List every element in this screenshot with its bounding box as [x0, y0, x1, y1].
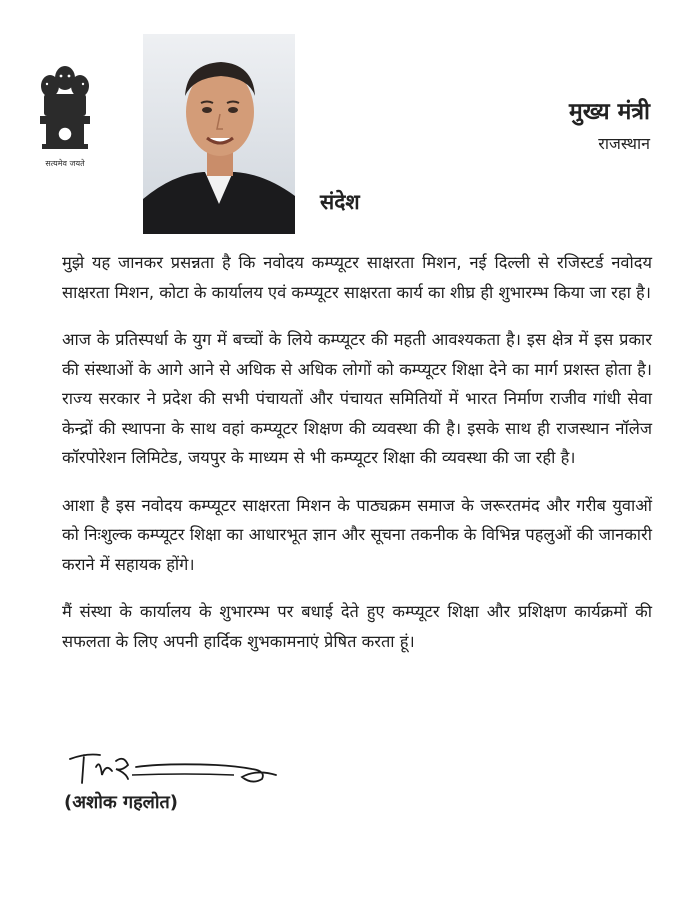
message-paragraph: आज के प्रतिस्पर्धा के युग में बच्चों के लिये कम्प्यूटर की महती आवश्यकता है। इस क्षेत्र में इस प्रकार की संस्थाओं के आगे आने से अधिक से अधिक लोगों को कम्प्यूटर शिक्षा देने का मार्ग प्रशस्त होता है। राज्य सरकार ने प्रदेश की सभी पंचायतों और पंचायत समितियों में भारत निर्माण राजीव गांधी सेवा केन्द्रों की स्थापना के साथ वहां कम्प्यूटर शिक्षण की व्यवस्था की है। इसके साथ ही राजस्थान नॉलेज कॉरपोरेशन लिमिटेड, जयपुर के माध्यम से भी कम्प्यूटर शिक्षा की व्यवस्था की जा रही है।: [62, 330, 652, 467]
signer-name: (अशोक गहलोत): [64, 792, 179, 813]
message-paragraph: मैं संस्था के कार्यालय के शुभारम्भ पर बधाई देते हुए कम्प्यूटर शिक्षा और प्रशिक्षण कार्यक्रमों की सफलता के लिए अपनी हार्दिक शुभकामनाएं प्रेषित करता हूं।: [62, 602, 652, 651]
office-title: मुख्य मंत्री: [569, 99, 650, 125]
message-paragraph: मुझे यह जानकर प्रसन्नता है कि नवोदय कम्प्यूटर साक्षरता मिशन, नई दिल्ली से रजिस्टर्ड नवोदय साक्षरता मिशन, कोटा के कार्यालय एवं कम्प्यूटर साक्षरता कार्य का शीघ्र ही शुभारम्भ किया जा रहा है।: [62, 253, 652, 302]
portrait-photo: [143, 34, 295, 234]
message-heading: संदेश: [320, 190, 360, 214]
state-emblem: [28, 56, 102, 174]
state-emblem-icon: [28, 56, 102, 156]
message-body: [62, 248, 652, 674]
emblem-motto: सत्यमेव जयते: [45, 159, 85, 168]
office-state: राजस्थान: [598, 134, 650, 153]
message-paragraph: आशा है इस नवोदय कम्प्यूटर साक्षरता मिशन के पाठ्यक्रम समाज के जरूरतमंद और गरीब युवाओं को निःशुल्क कम्प्यूटर शिक्षा का आधारभूत ज्ञान और सूचना तकनीक के विभिन्न पहलुओं की जानकारी कराने में सहायक होंगे।: [62, 495, 652, 574]
office-block: [569, 94, 650, 154]
